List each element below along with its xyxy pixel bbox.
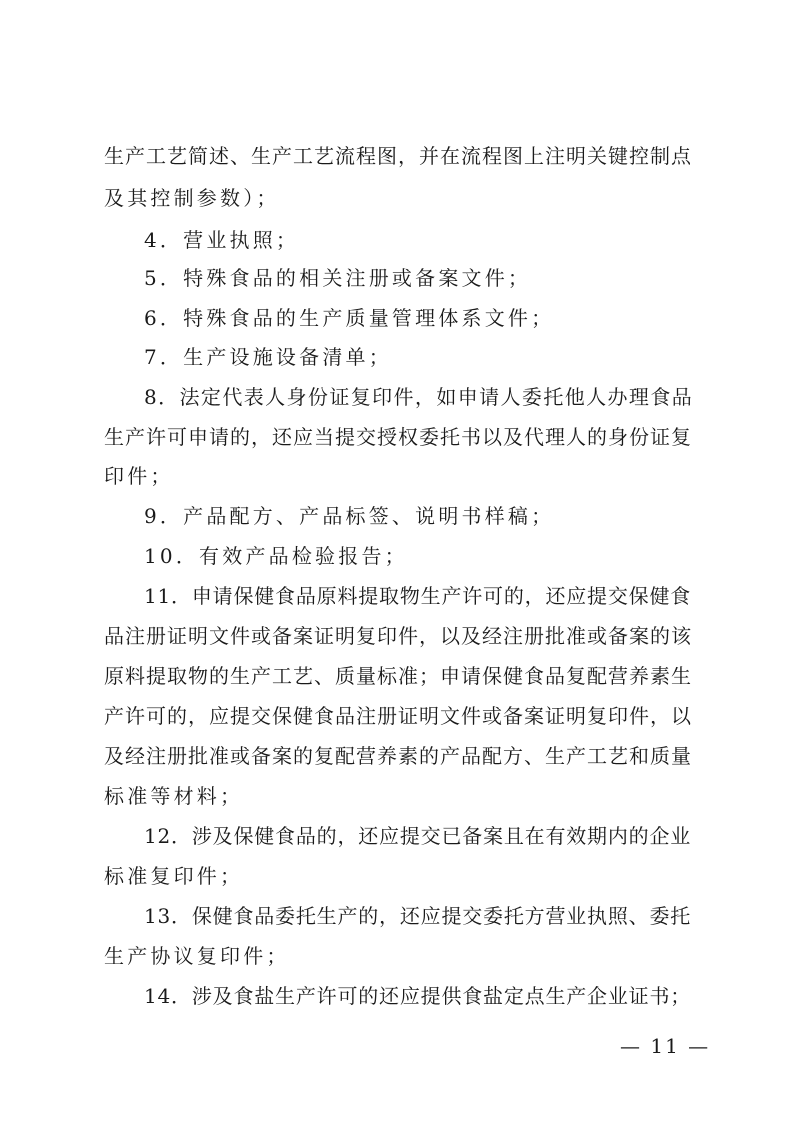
text-line — [0, 704, 793, 728]
text-line-content: 原料提取物的生产工艺、质量标准；申请保健食品复配营养素生 — [104, 664, 692, 688]
text-line-content: 印件； — [104, 464, 174, 488]
text-line — [0, 944, 793, 968]
list-item-4: 4．营业执照； — [144, 228, 300, 252]
list-item-12: 12．涉及保健食品的，还应提交已备案且在有效期内的企业 — [144, 824, 692, 848]
text-line — [0, 864, 793, 888]
list-item-13: 13．保健食品委托生产的，还应提交委托方营业执照、委托 — [144, 904, 692, 928]
list-item-11: 11．申请保健食品原料提取物生产许可的，还应提交保健食 — [144, 584, 692, 608]
text-line-content: 生产许可申请的，还应当提交授权委托书以及代理人的身份证复 — [104, 425, 692, 449]
text-line-content: 品注册证明文件或备案证明复印件，以及经注册批准或备案的该 — [104, 624, 692, 648]
text-line-content: 及经注册批准或备案的复配营养素的产品配方、生产工艺和质量 — [104, 744, 692, 768]
text-line — [0, 784, 793, 808]
text-line — [0, 464, 793, 488]
text-line — [0, 425, 793, 449]
text-line — [0, 345, 793, 369]
text-line-content: 标准复印件； — [104, 864, 244, 888]
text-line — [0, 904, 793, 928]
text-line — [0, 385, 793, 409]
text-line — [0, 744, 793, 768]
text-line-content: 产许可的，应提交保健食品注册证明文件或备案证明复印件，以 — [104, 704, 692, 728]
text-line — [0, 664, 793, 688]
list-item-9: 9．产品配方、产品标签、说明书样稿； — [144, 504, 555, 528]
list-item-7: 7．生产设施设备清单； — [144, 345, 392, 369]
text-line — [0, 824, 793, 848]
list-item-10: 10．有效产品检验报告； — [144, 544, 408, 568]
text-line — [0, 266, 793, 290]
text-line — [0, 144, 793, 168]
text-line — [0, 186, 793, 210]
text-line — [0, 624, 793, 648]
text-line — [0, 984, 793, 1008]
text-line-content: 生产工艺简述、生产工艺流程图，并在流程图上注明关键控制点 — [104, 144, 692, 168]
text-line — [0, 504, 793, 528]
list-item-8: 8．法定代表人身份证复印件，如申请人委托他人办理食品 — [144, 385, 694, 409]
text-line — [0, 228, 793, 252]
text-line-content: 标准等材料； — [104, 784, 244, 808]
text-line — [0, 544, 793, 568]
page-number: — 11 — — [620, 1034, 711, 1058]
list-item-5: 5．特殊食品的相关注册或备案文件； — [144, 266, 532, 290]
text-line — [0, 584, 793, 608]
text-line-content: 及其控制参数）； — [104, 186, 280, 210]
list-item-6: 6．特殊食品的生产质量管理体系文件； — [144, 306, 555, 330]
list-item-14: 14．涉及食盐生产许可的还应提供食盐定点生产企业证书； — [144, 984, 692, 1008]
text-line — [0, 306, 793, 330]
text-line-content: 生产协议复印件； — [104, 944, 290, 968]
